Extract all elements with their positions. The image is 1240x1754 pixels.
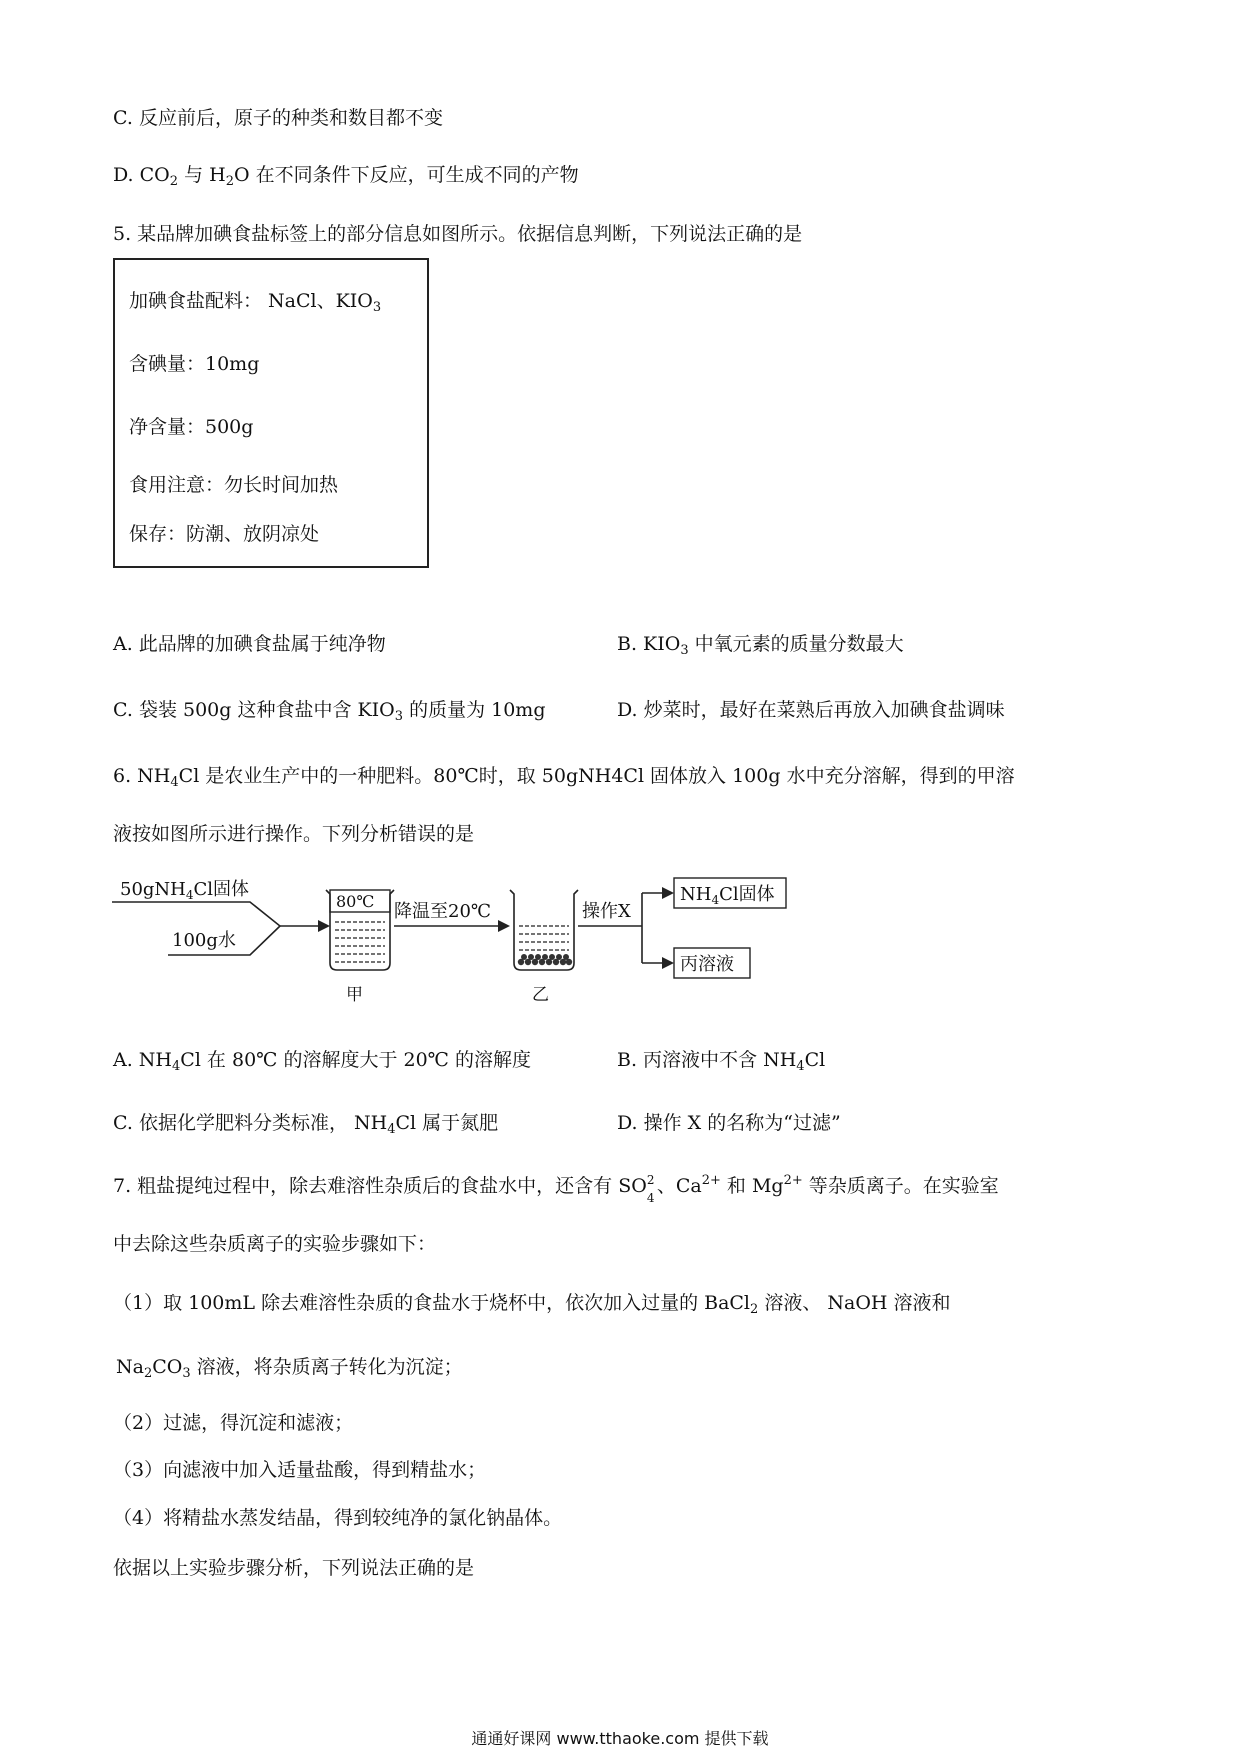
q6-option-c: C. 依据化学肥料分类标准， $NH_4Cl$ 属于氮肥 xyxy=(113,1112,499,1137)
q5-stem: 5. 某品牌加碘食盐标签上的部分信息如图所示。依据信息判断，下列说法正确的是 xyxy=(113,223,803,245)
q7-step-4: （4）将精盐水蒸发结晶，得到较纯净的氯化钠晶体。 xyxy=(113,1507,563,1529)
output-solid-text: $NH_4Cl$固体 xyxy=(680,884,775,907)
diagram-step-operation: 操作X xyxy=(582,901,631,922)
diagram-arrowhead-4 xyxy=(662,957,674,969)
q7-stem-line2: 中去除这些杂质离子的实验步骤如下： xyxy=(113,1233,437,1255)
q4-option-c: C. 反应前后，原子的种类和数目都不变 xyxy=(113,107,443,129)
q5-option-c: C. 袋装 500g 这种食盐中含 $KIO_3$ 的质量为 10mg xyxy=(113,699,546,724)
beaker-jia xyxy=(326,890,394,970)
beaker-yi xyxy=(510,890,578,970)
salt-label-caution: 食用注意：勿长时间加热 xyxy=(129,474,339,496)
q5-option-d: D. 炒菜时，最好在菜熟后再放入加碘食盐调味 xyxy=(617,699,1005,721)
salt-label-iodine: 含碘量：10mg xyxy=(129,353,260,375)
salt-label-ingredients: 加碘食盐配料： NaCl、$KIO_3$ xyxy=(129,290,382,315)
diagram-arrowhead-3 xyxy=(662,887,674,899)
diagram-arrowhead-1 xyxy=(318,920,330,932)
beaker-jia-label: 甲 xyxy=(346,985,363,1005)
salt-label-net: 净含量：500g xyxy=(129,416,254,438)
diagram-input-water: 100g水 xyxy=(172,930,236,951)
output-solution-text: 丙溶液 xyxy=(680,954,734,975)
beaker-yi-label: 乙 xyxy=(532,985,549,1005)
q6-process-diagram xyxy=(100,860,800,1010)
q4-option-d: D. $CO_2$ 与 $H_2O$ 在不同条件下反应，可生成不同的产物 xyxy=(113,164,579,189)
q6-option-a: A. $NH_4Cl$ 在 80℃ 的溶解度大于 20℃ 的溶解度 xyxy=(113,1049,531,1074)
q7-question: 依据以上实验步骤分析，下列说法正确的是 xyxy=(113,1557,475,1579)
q6-stem-line2: 液按如图所示进行操作。下列分析错误的是 xyxy=(113,823,475,845)
q5-option-b: B. $KIO_3$ 中氧元素的质量分数最大 xyxy=(617,633,904,658)
q7-step-1: （1）取 100mL 除去难溶性杂质的食盐水于烧杯中，依次加入过量的 BaCl$_2$ 溶液、 NaOH 溶液和 xyxy=(113,1292,951,1317)
page-footer: 通通好课网 www.tthaoke.com 提供下载 xyxy=(471,1729,769,1748)
salt-label-box xyxy=(113,258,429,568)
q6-option-b: B. 丙溶液中不含 $NH_4Cl$ xyxy=(617,1049,826,1074)
q5-option-a: A. 此品牌的加碘食盐属于纯净物 xyxy=(113,633,386,655)
q6-stem-line1: 6. $NH_4Cl$ 是农业生产中的一种肥料。80℃时，取 50gNH4Cl 固体放入 100g 水中充分溶解，得到的甲溶 xyxy=(113,765,1015,790)
diagram-step-cool: 降温至20℃ xyxy=(394,901,492,922)
diagram-input-solid: 50gNH$_4$Cl固体 xyxy=(120,879,250,902)
beaker-jia-temp: 80℃ xyxy=(336,892,375,911)
salt-label-storage: 保存：防潮、放阴凉处 xyxy=(129,523,320,545)
q6-option-d: D. 操作 X 的名称为“过滤” xyxy=(617,1112,841,1134)
q7-step-2: （2）过滤，得沉淀和滤液； xyxy=(113,1412,354,1434)
q7-step-3: （3）向滤液中加入适量盐酸，得到精盐水； xyxy=(113,1459,487,1481)
q7-step-1-cont: $Na_2CO_3$ 溶液，将杂质离子转化为沉淀； xyxy=(116,1356,463,1381)
diagram-arrowhead-2 xyxy=(498,920,510,932)
q7-stem-line1: 7. 粗盐提纯过程中，除去难溶性杂质后的食盐水中，还含有 SO 2 4 、$Ca^{2+}$ 和 $Mg^{2+}$ 等杂质离子。在实验室 xyxy=(113,1173,999,1205)
